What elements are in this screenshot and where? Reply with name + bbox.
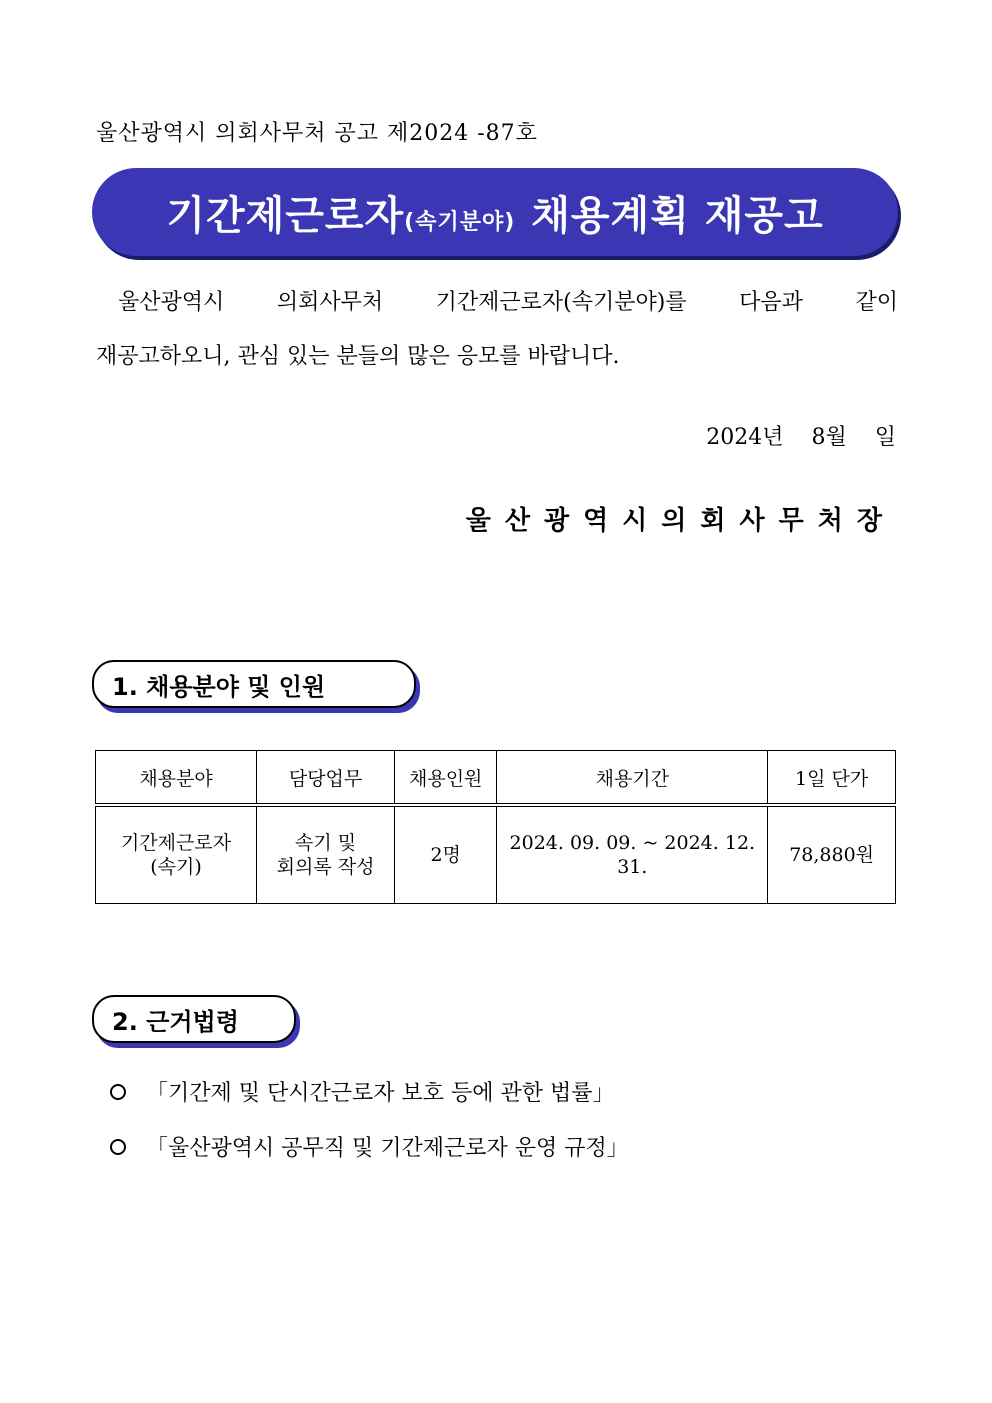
cell-duty [257, 805, 395, 904]
recruitment-table [95, 750, 896, 904]
bullet-circle-icon [110, 1084, 126, 1100]
header-wage: 1일 단가 [768, 751, 896, 806]
section-1-title: 1. 채용분야 및 인원 [112, 672, 326, 701]
signer: 울산광역시의회사무처장 [465, 506, 896, 536]
cell-field [96, 805, 257, 904]
notice-date [678, 420, 896, 451]
intro-line-1: 울산광역시 의회사무처 기간제근로자(속기분야)를 다음과 같이 [118, 290, 898, 315]
section-heading-2 [92, 995, 296, 1043]
duty-line-1: 속기 및 [295, 832, 357, 854]
basis-text: 「기간제 및 단시간근로자 보호 등에 관한 법률」 [146, 1081, 615, 1106]
date-month: 8월 [811, 425, 847, 450]
date-day: 일 [874, 425, 896, 450]
basis-item [110, 1131, 629, 1162]
title-sub: (속기분야) [404, 209, 516, 235]
cell-period: 2024. 09. 09. ~ 2024. 12. 31. [497, 805, 768, 904]
duty-line-2: 회의록 작성 [276, 856, 375, 878]
field-line-2: (속기) [150, 856, 202, 878]
field-line-1: 기간제근로자 [120, 832, 232, 854]
title-banner [92, 168, 898, 256]
table-row [96, 805, 896, 904]
intro-paragraph [96, 276, 898, 384]
cell-count: 2명 [395, 805, 497, 904]
header-period: 채용기간 [497, 751, 768, 806]
bullet-circle-icon [110, 1139, 126, 1155]
basis-text: 「울산광역시 공무직 및 기간제근로자 운영 규정」 [146, 1136, 629, 1161]
notice-number: 울산광역시 의회사무처 공고 제2024 -87호 [96, 121, 538, 146]
basis-item [110, 1076, 615, 1107]
header-count: 채용인원 [395, 751, 497, 806]
page-title [166, 184, 823, 241]
title-tail: 채용계획 재공고 [531, 192, 824, 239]
section-2-title: 2. 근거법령 [112, 1007, 239, 1036]
table-header-row [96, 751, 896, 806]
title-main: 기간제근로자 [166, 192, 405, 239]
section-heading-1 [92, 660, 416, 708]
date-year: 2024년 [706, 425, 784, 450]
header-duty: 담당업무 [257, 751, 395, 806]
cell-wage: 78,880원 [768, 805, 896, 904]
intro-line-2: 재공고하오니, 관심 있는 분들의 많은 응모를 바랍니다. [96, 344, 620, 369]
header-field: 채용분야 [96, 751, 257, 806]
